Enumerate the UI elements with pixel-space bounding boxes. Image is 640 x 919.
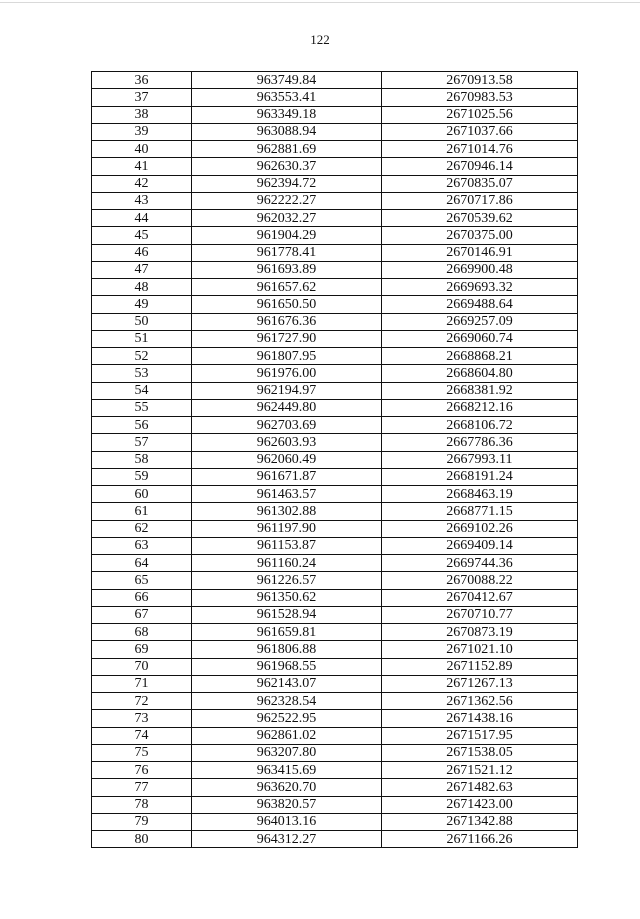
x-coordinate-cell: 961350.62 [192,589,382,606]
x-coordinate-cell: 962143.07 [192,675,382,692]
table-row [92,606,578,623]
point-number-cell: 48 [92,279,192,296]
y-coordinate-cell: 2668771.15 [382,503,578,520]
table-row [92,486,578,503]
table-row [92,313,578,330]
y-coordinate-cell: 2668106.72 [382,417,578,434]
table-row [92,296,578,313]
point-number-cell: 40 [92,141,192,158]
point-number-cell: 69 [92,641,192,658]
x-coordinate-cell: 961976.00 [192,365,382,382]
y-coordinate-cell: 2670873.19 [382,624,578,641]
table-row [92,693,578,710]
y-coordinate-cell: 2668212.16 [382,399,578,416]
point-number-cell: 60 [92,486,192,503]
table-row [92,520,578,537]
y-coordinate-cell: 2670946.14 [382,158,578,175]
x-coordinate-cell: 962881.69 [192,141,382,158]
y-coordinate-cell: 2671152.89 [382,658,578,675]
y-coordinate-cell: 2670412.67 [382,589,578,606]
y-coordinate-cell: 2671267.13 [382,675,578,692]
y-coordinate-cell: 2671538.05 [382,744,578,761]
x-coordinate-cell: 962861.02 [192,727,382,744]
x-coordinate-cell: 961650.50 [192,296,382,313]
point-number-cell: 59 [92,468,192,485]
table-row [92,175,578,192]
table-row [92,365,578,382]
coordinates-table-body [92,72,578,848]
table-row [92,382,578,399]
y-coordinate-cell: 2669102.26 [382,520,578,537]
point-number-cell: 36 [92,72,192,89]
y-coordinate-cell: 2669744.36 [382,555,578,572]
x-coordinate-cell: 961778.41 [192,244,382,261]
x-coordinate-cell: 963415.69 [192,762,382,779]
point-number-cell: 76 [92,762,192,779]
point-number-cell: 74 [92,727,192,744]
x-coordinate-cell: 961904.29 [192,227,382,244]
point-number-cell: 38 [92,106,192,123]
x-coordinate-cell: 961968.55 [192,658,382,675]
x-coordinate-cell: 962449.80 [192,399,382,416]
y-coordinate-cell: 2668868.21 [382,348,578,365]
coordinates-table-container [91,71,577,848]
table-row [92,779,578,796]
point-number-cell: 37 [92,89,192,106]
table-row [92,158,578,175]
point-number-cell: 41 [92,158,192,175]
x-coordinate-cell: 962630.37 [192,158,382,175]
point-number-cell: 64 [92,555,192,572]
x-coordinate-cell: 962703.69 [192,417,382,434]
table-row [92,192,578,209]
point-number-cell: 72 [92,693,192,710]
point-number-cell: 80 [92,831,192,848]
point-number-cell: 50 [92,313,192,330]
x-coordinate-cell: 964013.16 [192,813,382,830]
table-row [92,468,578,485]
table-row [92,434,578,451]
point-number-cell: 57 [92,434,192,451]
point-number-cell: 56 [92,417,192,434]
x-coordinate-cell: 962522.95 [192,710,382,727]
point-number-cell: 78 [92,796,192,813]
y-coordinate-cell: 2669488.64 [382,296,578,313]
point-number-cell: 39 [92,123,192,140]
y-coordinate-cell: 2671021.10 [382,641,578,658]
x-coordinate-cell: 961528.94 [192,606,382,623]
point-number-cell: 65 [92,572,192,589]
x-coordinate-cell: 961302.88 [192,503,382,520]
table-row [92,537,578,554]
x-coordinate-cell: 962328.54 [192,693,382,710]
table-row [92,503,578,520]
y-coordinate-cell: 2671342.88 [382,813,578,830]
point-number-cell: 61 [92,503,192,520]
point-number-cell: 44 [92,210,192,227]
point-number-cell: 54 [92,382,192,399]
point-number-cell: 62 [92,520,192,537]
x-coordinate-cell: 963749.84 [192,72,382,89]
table-row [92,348,578,365]
table-row [92,451,578,468]
table-row [92,244,578,261]
x-coordinate-cell: 963088.94 [192,123,382,140]
y-coordinate-cell: 2670913.58 [382,72,578,89]
x-coordinate-cell: 963820.57 [192,796,382,813]
y-coordinate-cell: 2669257.09 [382,313,578,330]
table-row [92,72,578,89]
point-number-cell: 73 [92,710,192,727]
table-row [92,831,578,848]
x-coordinate-cell: 961671.87 [192,468,382,485]
table-row [92,658,578,675]
y-coordinate-cell: 2670539.62 [382,210,578,227]
x-coordinate-cell: 963553.41 [192,89,382,106]
point-number-cell: 66 [92,589,192,606]
y-coordinate-cell: 2671166.26 [382,831,578,848]
x-coordinate-cell: 961463.57 [192,486,382,503]
x-coordinate-cell: 961153.87 [192,537,382,554]
y-coordinate-cell: 2668191.24 [382,468,578,485]
point-number-cell: 47 [92,261,192,278]
x-coordinate-cell: 963207.80 [192,744,382,761]
x-coordinate-cell: 962032.27 [192,210,382,227]
point-number-cell: 67 [92,606,192,623]
table-row [92,123,578,140]
point-number-cell: 46 [92,244,192,261]
x-coordinate-cell: 963349.18 [192,106,382,123]
y-coordinate-cell: 2669409.14 [382,537,578,554]
table-row [92,555,578,572]
point-number-cell: 68 [92,624,192,641]
y-coordinate-cell: 2667993.11 [382,451,578,468]
y-coordinate-cell: 2671025.56 [382,106,578,123]
y-coordinate-cell: 2671521.12 [382,762,578,779]
x-coordinate-cell: 961657.62 [192,279,382,296]
x-coordinate-cell: 961806.88 [192,641,382,658]
y-coordinate-cell: 2670717.86 [382,192,578,209]
table-row [92,417,578,434]
y-coordinate-cell: 2671482.63 [382,779,578,796]
y-coordinate-cell: 2671517.95 [382,727,578,744]
point-number-cell: 58 [92,451,192,468]
x-coordinate-cell: 961197.90 [192,520,382,537]
point-number-cell: 71 [92,675,192,692]
point-number-cell: 70 [92,658,192,675]
x-coordinate-cell: 962060.49 [192,451,382,468]
point-number-cell: 42 [92,175,192,192]
y-coordinate-cell: 2668463.19 [382,486,578,503]
y-coordinate-cell: 2670375.00 [382,227,578,244]
point-number-cell: 55 [92,399,192,416]
table-row [92,675,578,692]
y-coordinate-cell: 2670983.53 [382,89,578,106]
table-row [92,796,578,813]
table-row [92,727,578,744]
point-number-cell: 79 [92,813,192,830]
x-coordinate-cell: 961659.81 [192,624,382,641]
y-coordinate-cell: 2670835.07 [382,175,578,192]
table-row [92,106,578,123]
table-row [92,89,578,106]
table-row [92,279,578,296]
table-row [92,589,578,606]
x-coordinate-cell: 964312.27 [192,831,382,848]
page-number: 122 [310,32,330,47]
table-row [92,210,578,227]
point-number-cell: 53 [92,365,192,382]
x-coordinate-cell: 962394.72 [192,175,382,192]
scan-edge-line [0,2,640,3]
y-coordinate-cell: 2671362.56 [382,693,578,710]
x-coordinate-cell: 961727.90 [192,330,382,347]
x-coordinate-cell: 961160.24 [192,555,382,572]
point-number-cell: 49 [92,296,192,313]
x-coordinate-cell: 961807.95 [192,348,382,365]
x-coordinate-cell: 962194.97 [192,382,382,399]
point-number-cell: 63 [92,537,192,554]
y-coordinate-cell: 2669900.48 [382,261,578,278]
y-coordinate-cell: 2671037.66 [382,123,578,140]
table-row [92,261,578,278]
coordinates-table [91,71,578,848]
table-row [92,227,578,244]
table-row [92,572,578,589]
y-coordinate-cell: 2670710.77 [382,606,578,623]
table-row [92,641,578,658]
y-coordinate-cell: 2669693.32 [382,279,578,296]
x-coordinate-cell: 962222.27 [192,192,382,209]
point-number-cell: 51 [92,330,192,347]
table-row [92,624,578,641]
x-coordinate-cell: 961676.36 [192,313,382,330]
y-coordinate-cell: 2671014.76 [382,141,578,158]
y-coordinate-cell: 2667786.36 [382,434,578,451]
table-row [92,762,578,779]
y-coordinate-cell: 2670088.22 [382,572,578,589]
table-row [92,330,578,347]
y-coordinate-cell: 2671423.00 [382,796,578,813]
y-coordinate-cell: 2669060.74 [382,330,578,347]
point-number-cell: 45 [92,227,192,244]
x-coordinate-cell: 961226.57 [192,572,382,589]
y-coordinate-cell: 2668381.92 [382,382,578,399]
table-row [92,813,578,830]
x-coordinate-cell: 963620.70 [192,779,382,796]
x-coordinate-cell: 962603.93 [192,434,382,451]
table-row [92,399,578,416]
x-coordinate-cell: 961693.89 [192,261,382,278]
table-row [92,710,578,727]
y-coordinate-cell: 2670146.91 [382,244,578,261]
table-row [92,744,578,761]
table-row [92,141,578,158]
point-number-cell: 43 [92,192,192,209]
point-number-cell: 52 [92,348,192,365]
point-number-cell: 77 [92,779,192,796]
y-coordinate-cell: 2671438.16 [382,710,578,727]
point-number-cell: 75 [92,744,192,761]
y-coordinate-cell: 2668604.80 [382,365,578,382]
